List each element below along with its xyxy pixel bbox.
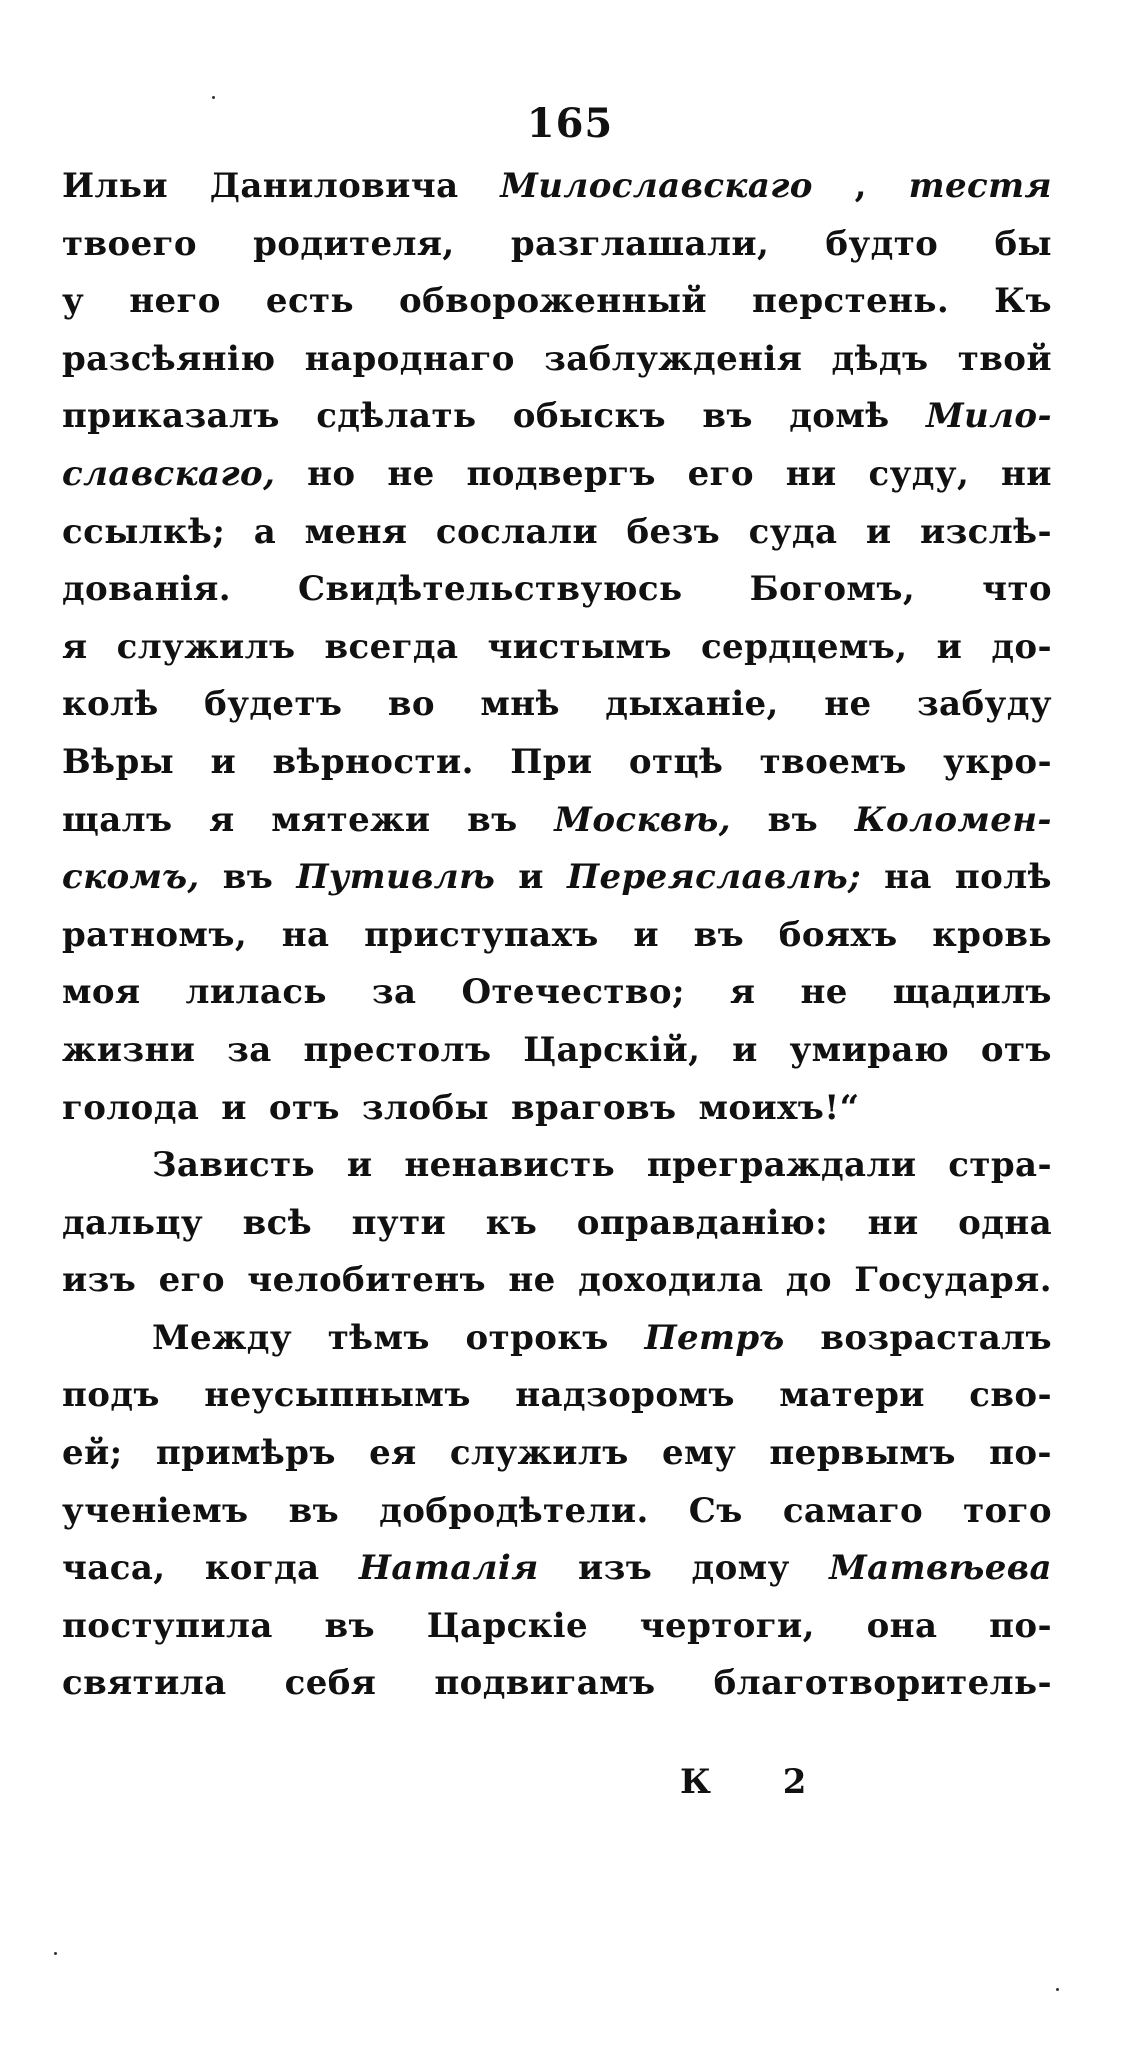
word: твоемъ: [759, 741, 907, 782]
word: за: [371, 972, 417, 1013]
text-line: [62, 216, 1052, 274]
print-speck: [212, 96, 215, 99]
word: Ильи: [62, 166, 168, 206]
word: тѣмъ: [327, 1317, 430, 1358]
word: Мило-: [925, 396, 1052, 437]
word: сослали: [435, 511, 598, 552]
word: народнаго: [304, 338, 515, 379]
word: стра-: [948, 1145, 1052, 1186]
word: Государя.: [854, 1260, 1052, 1301]
text-line: [62, 388, 1052, 446]
word: ему: [662, 1433, 737, 1474]
word: Съ: [688, 1490, 743, 1531]
text-line: [62, 849, 1052, 907]
word: Москвѣ,: [554, 799, 731, 840]
word: перстень.: [752, 281, 950, 322]
word: щадилъ: [892, 972, 1052, 1013]
word: ссылкѣ;: [62, 511, 226, 552]
word: челобитенъ: [247, 1260, 487, 1301]
word: доходила: [578, 1260, 764, 1301]
word: отъ: [268, 1087, 340, 1128]
word: часа,: [62, 1548, 166, 1589]
word: враговъ: [511, 1087, 677, 1128]
text-line: [62, 734, 1052, 792]
word: Путивлѣ: [296, 857, 496, 898]
word: его: [158, 1260, 225, 1301]
word: суда: [748, 511, 838, 552]
word: у: [62, 281, 85, 322]
word: до-: [991, 626, 1052, 667]
word: меня: [304, 511, 408, 552]
word: святила: [62, 1663, 227, 1704]
text-line: [62, 1310, 1052, 1368]
text-line: [62, 1655, 1052, 1713]
word: Отечество;: [461, 972, 685, 1013]
word: дѣдъ: [831, 338, 929, 379]
print-speck: [1056, 1988, 1059, 1991]
word: родителя,: [253, 223, 455, 264]
word: и: [865, 511, 892, 552]
word: я: [729, 972, 756, 1013]
word: твоего: [62, 223, 197, 264]
word: въ: [467, 799, 518, 840]
word: разглашали,: [510, 223, 770, 264]
word: на: [884, 857, 932, 898]
text-line: [62, 1252, 1052, 1310]
word: Переяславлѣ;: [566, 857, 862, 898]
word: во: [387, 684, 435, 725]
word: неусыпнымъ: [204, 1375, 471, 1416]
word: ни: [867, 1202, 919, 1243]
word: приказалъ: [62, 396, 280, 437]
word: преграждали: [646, 1145, 917, 1186]
word: служилъ: [449, 1433, 629, 1474]
text-line: [62, 273, 1052, 331]
word: жизни: [62, 1029, 196, 1070]
word: твой: [957, 338, 1052, 379]
word: оправданію:: [576, 1202, 829, 1243]
word: и: [633, 914, 659, 955]
word: бояхъ: [778, 914, 898, 955]
word: мятежи: [271, 799, 431, 840]
word: обыскъ: [512, 396, 666, 437]
text-line: [62, 1080, 1052, 1138]
word: и: [518, 857, 544, 898]
page-number: 165: [526, 100, 614, 147]
word: забуду: [916, 684, 1052, 725]
word: а: [253, 511, 277, 552]
word: возрасталъ: [820, 1317, 1052, 1358]
word: Матвѣева: [829, 1548, 1052, 1589]
word: моихъ!“: [698, 1087, 860, 1128]
word: себя: [284, 1663, 377, 1704]
word: къ: [485, 1202, 538, 1243]
word: моя: [62, 972, 141, 1013]
text-line: [62, 964, 1052, 1022]
word: изъ: [62, 1260, 137, 1301]
text-line: [62, 1367, 1052, 1425]
word: въ: [324, 1605, 376, 1646]
word: ратномъ,: [62, 914, 248, 955]
word: ей;: [62, 1433, 123, 1474]
word: примѣръ: [155, 1433, 336, 1474]
word: злобы: [361, 1087, 490, 1128]
word: и: [732, 1029, 758, 1070]
signature-mark: К 2: [680, 1762, 837, 1802]
word: ,: [854, 166, 867, 206]
word: что: [982, 569, 1052, 610]
word: отъ: [980, 1029, 1052, 1070]
text-line: [62, 1022, 1052, 1080]
word: суду,: [868, 453, 970, 494]
word: голода: [62, 1087, 200, 1128]
word: надзоромъ: [515, 1375, 735, 1416]
word: полѣ: [954, 857, 1052, 898]
text-line: [62, 619, 1052, 677]
word: Даниловича: [209, 166, 459, 206]
word: не: [800, 972, 848, 1013]
word: ея: [369, 1433, 417, 1474]
word: есть: [265, 281, 354, 322]
word: обвороженный: [399, 281, 707, 322]
word: я: [209, 799, 235, 840]
text-line: [62, 158, 1052, 216]
word: и: [210, 741, 237, 782]
word: отцѣ: [628, 741, 724, 782]
word: подъ: [62, 1375, 160, 1416]
word: благотворитель-: [713, 1663, 1052, 1704]
word: славскаго,: [62, 453, 276, 494]
word: Вѣры: [62, 741, 175, 782]
word: сердцемъ,: [700, 626, 908, 667]
word: она: [866, 1605, 938, 1646]
word: изслѣ-: [919, 511, 1052, 552]
text-line: [62, 1425, 1052, 1483]
word: Царскій,: [523, 1029, 701, 1070]
word: Царскіе: [426, 1605, 589, 1646]
word: Наталія: [358, 1548, 539, 1589]
word: Богомъ,: [749, 569, 916, 610]
word: будто: [825, 223, 939, 264]
word: пути: [351, 1202, 447, 1243]
word: безъ: [626, 511, 721, 552]
word: Свидѣтельствуюсь: [298, 569, 683, 610]
word: дому: [691, 1548, 790, 1589]
word: служилъ: [116, 626, 296, 667]
word: чертоги,: [639, 1605, 815, 1646]
word: первымъ: [769, 1433, 956, 1474]
text-line: [62, 331, 1052, 389]
word: по-: [989, 1605, 1052, 1646]
word: ни: [785, 453, 837, 494]
word: вѣрности.: [272, 741, 474, 782]
word: скомъ,: [62, 857, 200, 898]
word: того: [963, 1490, 1052, 1531]
text-line: [62, 676, 1052, 734]
word: лилась: [185, 972, 327, 1013]
word: самаго: [782, 1490, 924, 1531]
word: до: [785, 1260, 832, 1301]
text-line: [62, 1540, 1052, 1598]
word: и: [346, 1145, 373, 1186]
word: всѣ: [242, 1202, 313, 1243]
body-text: [62, 158, 1052, 1713]
word: въ: [767, 799, 819, 840]
word: но: [307, 453, 356, 494]
word: въ: [693, 914, 745, 955]
word: Къ: [994, 281, 1052, 322]
word: матери: [779, 1375, 925, 1416]
word: приступахъ: [364, 914, 599, 955]
word: сво-: [969, 1375, 1052, 1416]
word: кровь: [932, 914, 1052, 955]
word: укро-: [943, 741, 1052, 782]
word: одна: [958, 1202, 1052, 1243]
word: тестя: [908, 166, 1052, 206]
text-line: [62, 1195, 1052, 1253]
text-line: [62, 907, 1052, 965]
word: дыханіе,: [605, 684, 779, 725]
word: него: [129, 281, 221, 322]
word: будетъ: [204, 684, 343, 725]
text-line: [62, 1483, 1052, 1541]
word: Милославскаго: [500, 166, 813, 206]
word: ни: [1001, 453, 1052, 494]
text-line: [62, 1137, 1052, 1195]
word: заблужденія: [544, 338, 803, 379]
word: домѣ: [789, 396, 890, 437]
word: изъ: [578, 1548, 653, 1589]
word: колѣ: [62, 684, 159, 725]
print-speck: [54, 1952, 57, 1955]
word: и: [221, 1087, 247, 1128]
word: щалъ: [62, 799, 173, 840]
word: по-: [989, 1433, 1052, 1474]
word: сдѣлать: [316, 396, 477, 437]
word: когда: [204, 1548, 320, 1589]
word: бы: [994, 223, 1052, 264]
word: Петръ: [644, 1317, 785, 1358]
word: дальцу: [62, 1202, 204, 1243]
word: подвергъ: [466, 453, 656, 494]
word: подвигамъ: [434, 1663, 656, 1704]
word: въ: [702, 396, 753, 437]
text-line: [62, 504, 1052, 562]
word: не: [387, 453, 435, 494]
word: въ: [288, 1490, 340, 1531]
word: въ: [222, 857, 274, 898]
word: поступила: [62, 1605, 273, 1646]
word: не: [824, 684, 872, 725]
word: и: [936, 626, 963, 667]
word: мнѣ: [480, 684, 560, 725]
word: за: [227, 1029, 272, 1070]
word: Зависть: [152, 1145, 316, 1186]
word: всегда: [324, 626, 459, 667]
word: Коломен-: [854, 799, 1052, 840]
text-line: [62, 446, 1052, 504]
word: я: [62, 626, 88, 667]
word: умираю: [789, 1029, 950, 1070]
text-line: [62, 1598, 1052, 1656]
text-line: [62, 792, 1052, 850]
word: Между: [152, 1317, 293, 1358]
word: не: [508, 1260, 556, 1301]
word: отрокъ: [465, 1317, 609, 1358]
word: дованія.: [62, 569, 231, 610]
word: престолъ: [303, 1029, 492, 1070]
word: При: [510, 741, 593, 782]
word: чистымъ: [487, 626, 672, 667]
word: его: [687, 453, 754, 494]
text-line: [62, 561, 1052, 619]
word: добродѣтели.: [379, 1490, 649, 1531]
word: разсѣянію: [62, 338, 276, 379]
word: ученіемъ: [62, 1490, 249, 1531]
word: ненависть: [404, 1145, 616, 1186]
word: на: [281, 914, 330, 955]
